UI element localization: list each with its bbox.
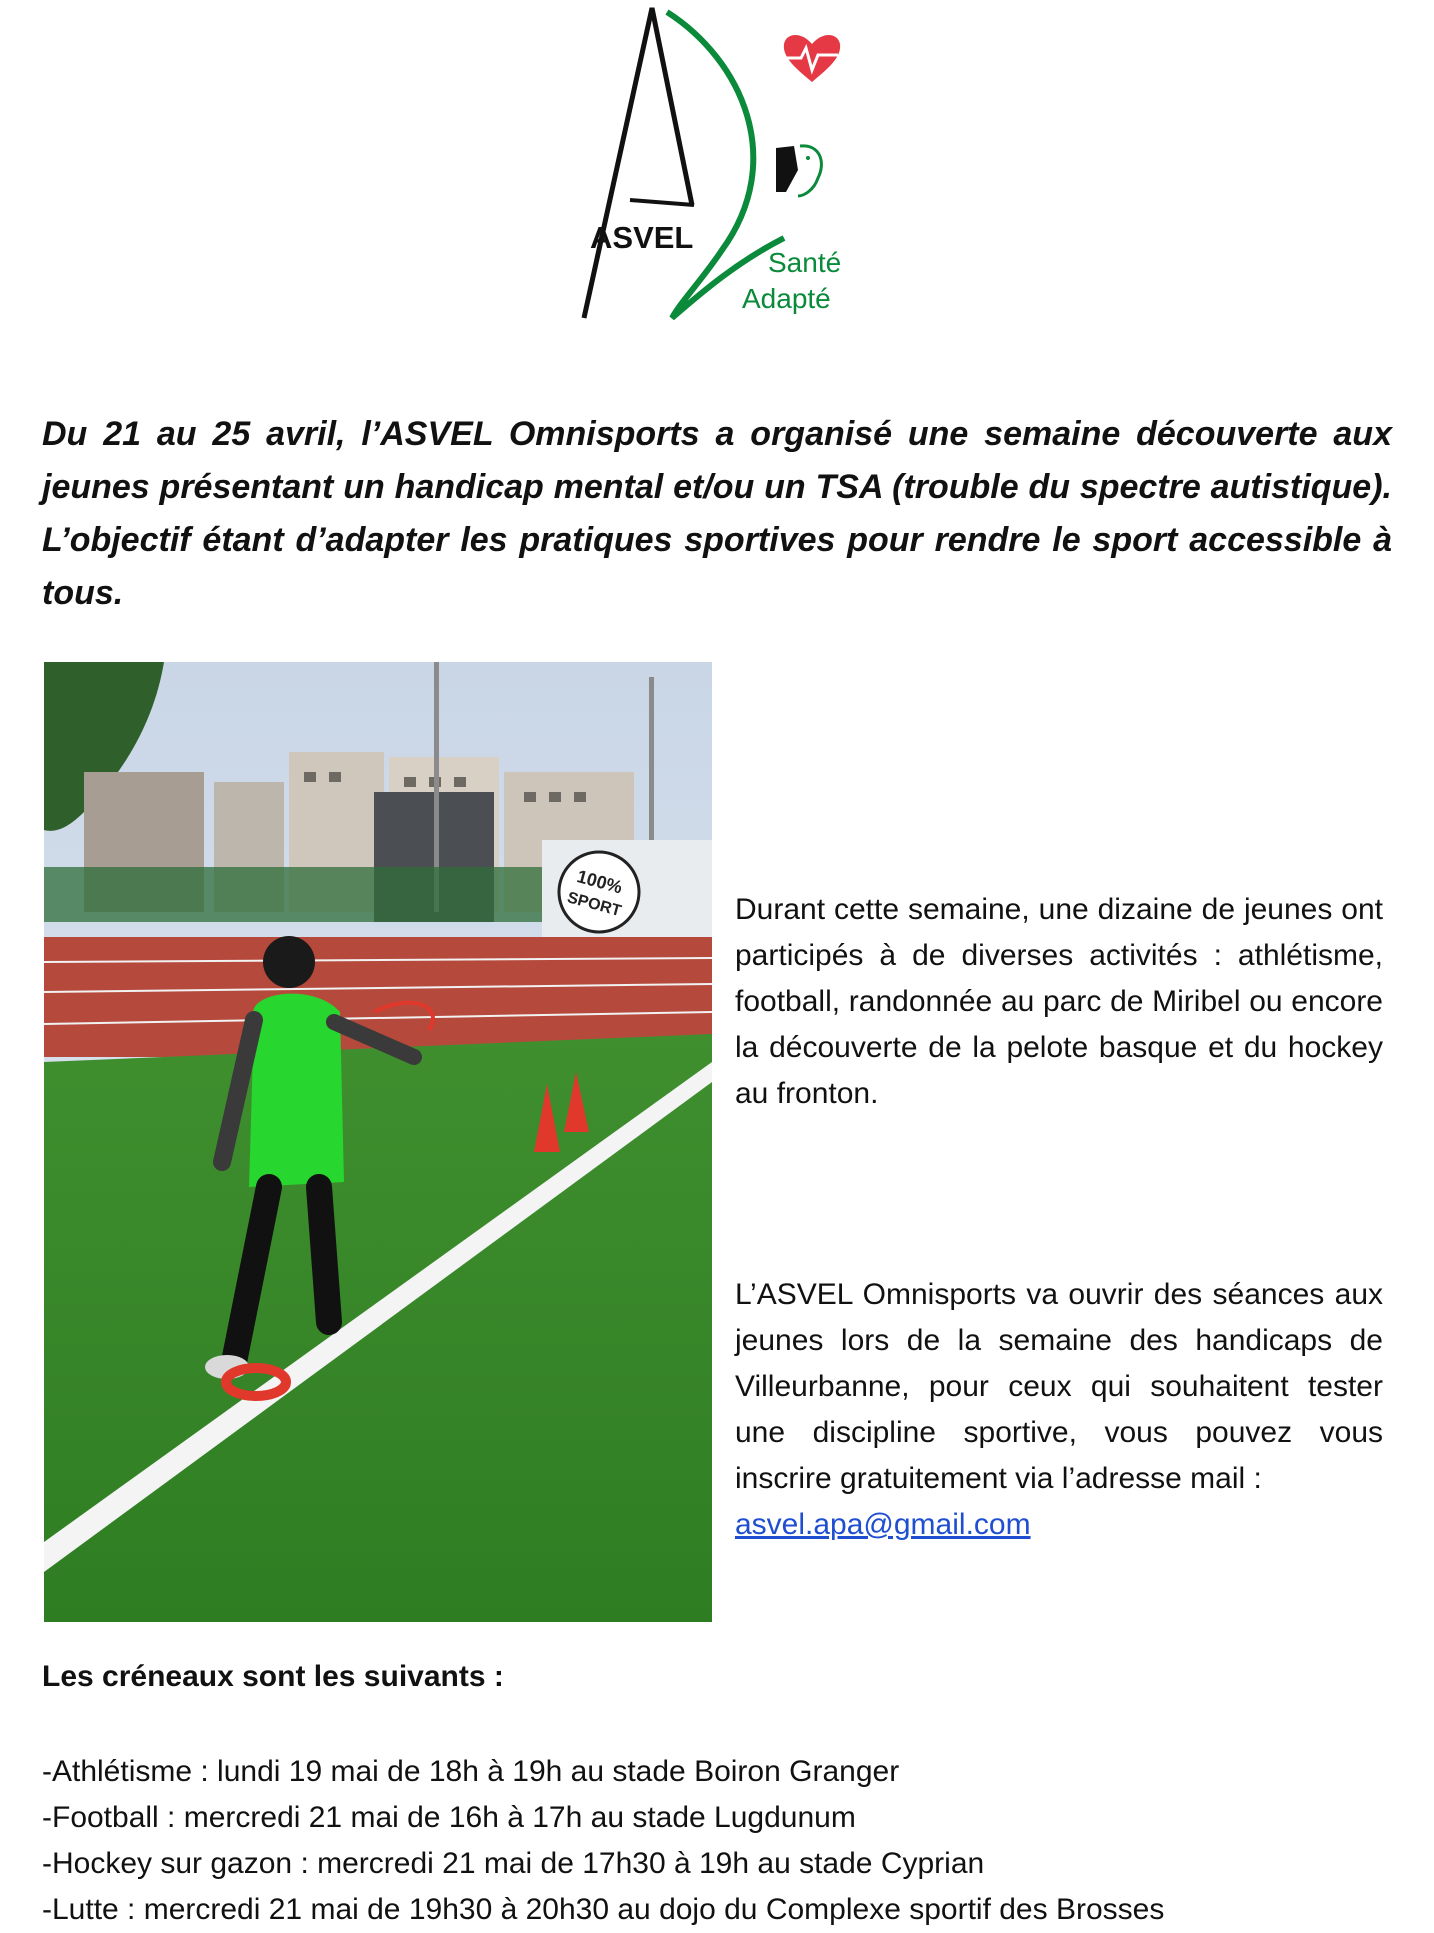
- registration-text: L’ASVEL Omnisports va ouvrir des séances aux jeunes lors de la semaine des handicaps de Villeurbanne, pour ceux qui souhaitent tester une discipline sportive, vous pouvez vous inscrire gratuitement via l’adresse mail :: [735, 1278, 1383, 1495]
- sign-text-sport: SPORT: [565, 889, 623, 921]
- logo-subtitle-sante: Santé: [768, 247, 842, 278]
- sign-text-percent: 100%: [574, 866, 625, 898]
- activities-paragraph: Durant cette semaine, une dizaine de jeunes ont participés à de diverses activités : athlétisme, football, randonnée au parc de Miribel ou encore la découverte de la pelote basque et du hockey au fronton.: [735, 893, 1383, 1110]
- email-link[interactable]: asvel.apa@gmail.com: [735, 1508, 1031, 1541]
- slot-item: -Football : mercredi 21 mai de 16h à 17h au stade Lugdunum: [42, 1801, 856, 1834]
- event-photo: [44, 662, 712, 1622]
- slot-item: -Lutte : mercredi 21 mai de 19h30 à 20h30 au dojo du Complexe sportif des Brosses: [42, 1893, 1165, 1926]
- slot-item: -Athlétisme : lundi 19 mai de 18h à 19h au stade Boiron Granger: [42, 1755, 900, 1788]
- registration-paragraph: [735, 1272, 1383, 1548]
- intro-paragraph: Du 21 au 25 avril, l’ASVEL Omnisports a organisé une semaine découverte aux jeunes présentant un handicap mental et/ou un TSA (trouble du spectre autistique). L’objectif étant d’adapter les pratiques sportives pour rendre le sport accessible à tous.: [42, 415, 1392, 612]
- slots-list: [42, 1749, 1164, 1933]
- slots-title: Les créneaux sont les suivants :: [42, 1660, 504, 1693]
- logo-subtitle-adapte: Adapté: [742, 283, 831, 314]
- asvel-logo: [572, 0, 852, 325]
- logo-wordmark: ASVEL: [590, 220, 694, 255]
- slot-item: -Hockey sur gazon : mercredi 21 mai de 17h30 à 19h au stade Cyprian: [42, 1847, 985, 1880]
